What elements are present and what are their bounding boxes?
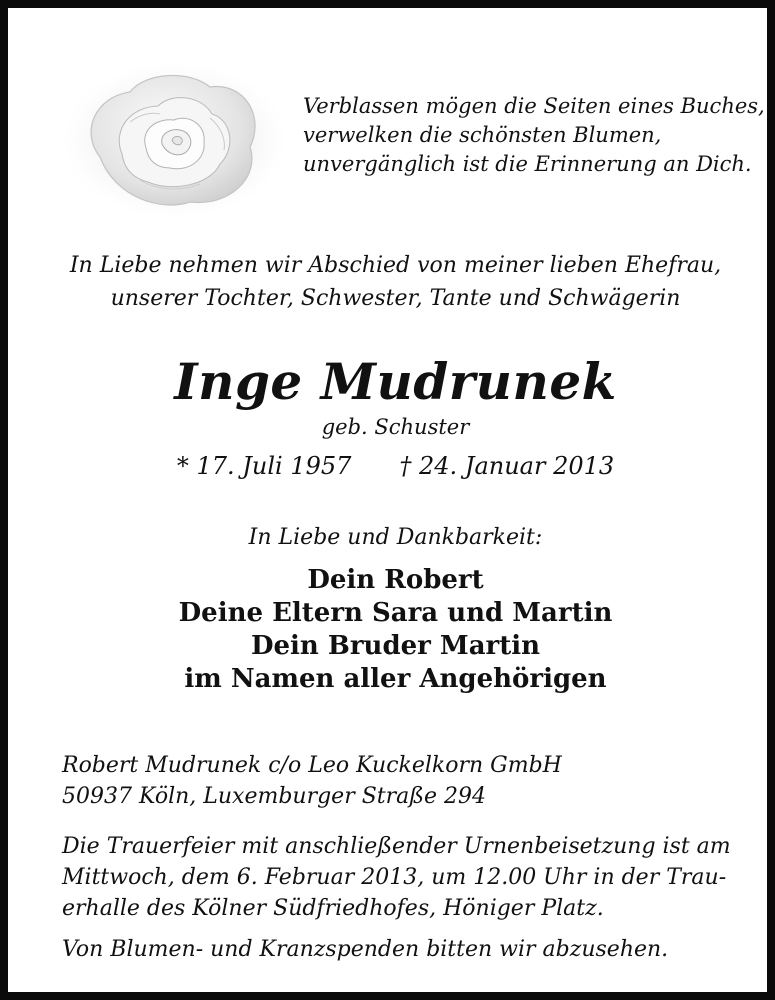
ceremony-details <box>62 831 762 924</box>
life-dates <box>8 449 775 483</box>
rose-image <box>60 62 290 218</box>
thanks-heading: In Liebe und Dankbarkeit: <box>248 525 543 550</box>
contact-address <box>62 750 762 812</box>
mourner-line: im Namen aller Angehörigen <box>184 664 607 694</box>
poem-line: unvergänglich ist die Erinnerung an Dich. <box>303 152 752 176</box>
maiden-name: geb. Schuster <box>321 415 470 439</box>
poem-line: Verblassen mögen die Seiten eines Buches, <box>303 94 765 118</box>
ceremony-line: Die Trauerfeier mit anschließender Urnenbeisetzung ist am <box>62 834 731 859</box>
closing-note: Von Blumen- und Kranzspenden bitten wir abzusehen. <box>62 937 669 962</box>
farewell-line: unserer Tochter, Schwester, Tante und Schwägerin <box>110 286 681 311</box>
address-line: Robert Mudrunek c/o Leo Kuckelkorn GmbH <box>62 753 562 778</box>
poem-line: verwelken die schönsten Blumen, <box>303 123 662 147</box>
farewell-line: In Liebe nehmen wir Abschied von meiner lieben Ehefrau, <box>69 253 722 278</box>
ceremony-line: Mittwoch, dem 6. Februar 2013, um 12.00 Uhr in der Trau- <box>62 865 727 890</box>
death-date: † 24. Januar 2013 <box>399 452 615 480</box>
memorial-poem <box>303 92 763 179</box>
deceased-name: Inge Mudrunek <box>174 352 617 411</box>
mourners-list <box>8 564 775 696</box>
address-line: 50937 Köln, Luxemburger Straße 294 <box>62 784 486 809</box>
mourner-line: Dein Bruder Martin <box>250 631 541 661</box>
birth-date: * 17. Juli 1957 <box>176 452 352 480</box>
mourner-line: Dein Robert <box>307 565 484 595</box>
mourner-line: Deine Eltern Sara und Martin <box>178 598 613 628</box>
ceremony-line: erhalle des Kölner Südfriedhofes, Höniger Platz. <box>62 896 604 921</box>
farewell-statement <box>8 249 775 315</box>
